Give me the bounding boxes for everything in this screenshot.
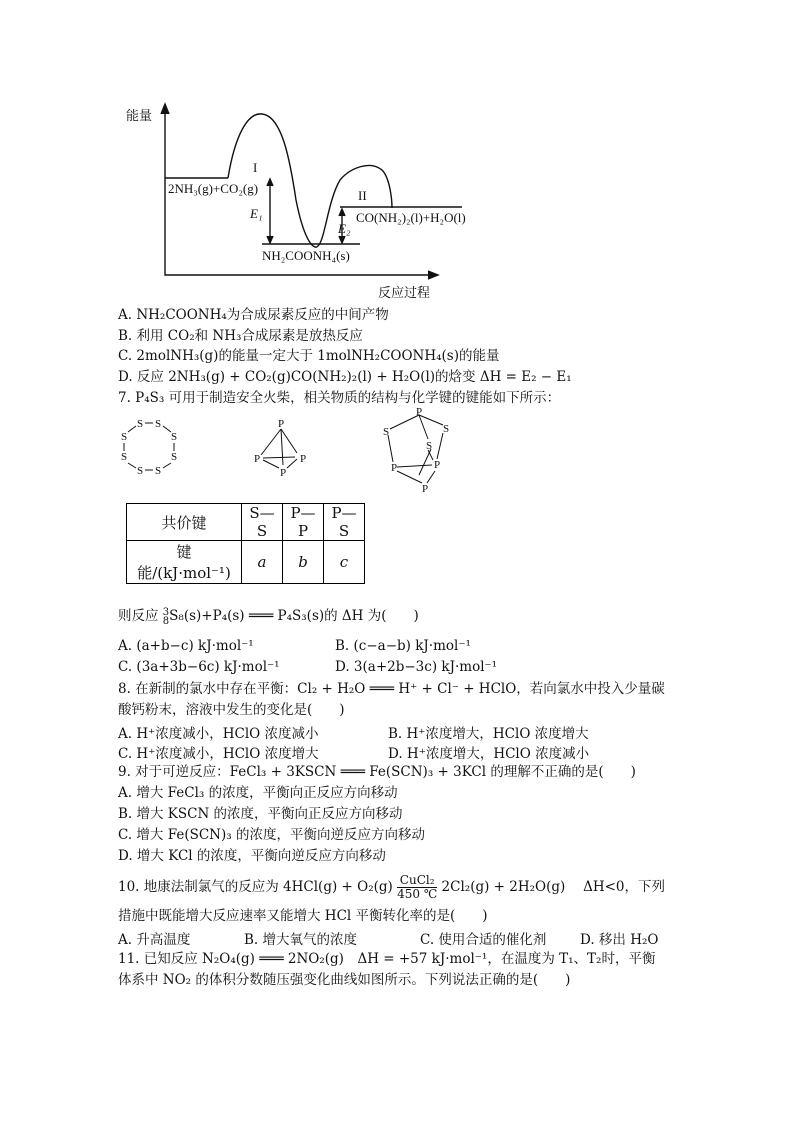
reactant-label: 2NH₃(g)+CO₂(g) xyxy=(168,181,259,196)
peak1-label: I xyxy=(253,160,258,175)
q10-option-d: D. 移出 H₂O xyxy=(580,932,659,948)
svg-text:S: S xyxy=(136,465,144,477)
svg-text:S: S xyxy=(120,451,128,463)
e2-label: E₂ xyxy=(338,221,351,236)
q10-option-a: A. 升高温度 xyxy=(118,932,191,948)
q10-stem-line1 xyxy=(118,874,665,901)
table-cell: c xyxy=(324,541,365,584)
q11-stem-line1: 11. 已知反应 N₂O₄(g) ═══ 2NO₂(g) ΔH = +57 kJ·mol⁻¹，在温度为 T₁、T₂时，平衡 xyxy=(118,951,656,967)
table-header-cell: 共价键 xyxy=(127,504,242,541)
svg-text:P: P xyxy=(433,459,441,471)
energy-diagram xyxy=(110,100,490,305)
svg-text:S: S xyxy=(154,418,162,430)
svg-text:S: S xyxy=(382,426,390,438)
q10-option-b: B. 增大氧气的浓度 xyxy=(244,932,358,948)
table-header-cell: S—S xyxy=(242,504,283,541)
q8-option-b: B. H⁺浓度增大，HClO 浓度增大 xyxy=(388,726,589,742)
q10-stem-post: 2Cl₂(g) + 2H₂O(g) ΔH<0，下列 xyxy=(441,879,665,895)
q8-stem-line1: 8. 在新制的氯水中存在平衡：Cl₂ + H₂O ═══ H⁺ + Cl⁻ + HClO，若向氯水中投入少量碳 xyxy=(118,681,665,697)
table-cell: a xyxy=(242,541,283,584)
q7-option-c: C. (3a+3b−6c) kJ·mol⁻¹ xyxy=(118,659,280,675)
svg-text:S: S xyxy=(136,418,144,430)
table-cell: b xyxy=(283,541,324,584)
q6-option-d: D. 反应 2NH₃(g) + CO₂(g)CO(NH₂)₂(l) + H₂O(l)的焓变 ΔH = E₂ − E₁ xyxy=(118,369,572,385)
q7-question-prefix: 则反应 xyxy=(118,608,163,624)
intermediate-label: NH₂COONH₄(s) xyxy=(262,248,350,263)
table-header-cell: P—S xyxy=(324,504,365,541)
q9-stem: 9. 对于可逆反应：FeCl₃ + 3KSCN ═══ Fe(SCN)₃ + 3KCl 的理解不正确的是( ) xyxy=(118,764,636,780)
q9-option-d: D. 增大 KCl 的浓度，平衡向逆反应方向移动 xyxy=(118,848,386,864)
q8-option-c: C. H⁺浓度减小，HClO 浓度增大 xyxy=(118,746,319,762)
q7-option-b: B. (c−a−b) kJ·mol⁻¹ xyxy=(335,638,471,654)
bond-energy-table xyxy=(126,503,365,584)
q8-stem-line2: 酸钙粉末，溶液中发生的变化是( ) xyxy=(118,702,345,718)
svg-text:S: S xyxy=(154,465,162,477)
svg-text:S: S xyxy=(170,451,178,463)
svg-text:P: P xyxy=(253,453,261,465)
q7-coefficient: 3 8 xyxy=(162,606,170,627)
svg-text:P: P xyxy=(415,406,423,418)
table-header-cell: P—P xyxy=(283,504,324,541)
product-label: CO(NH₂)₂(l)+H₂O(l) xyxy=(356,210,466,225)
e1-label: E₁ xyxy=(250,206,263,221)
svg-text:P: P xyxy=(390,462,398,474)
svg-text:S: S xyxy=(425,440,433,452)
q10-reaction-condition: CuCl₂ 450 ℃ xyxy=(397,873,438,901)
svg-text:S: S xyxy=(442,423,450,435)
svg-text:P: P xyxy=(277,418,285,430)
q8-option-a: A. H⁺浓度减小，HClO 浓度减小 xyxy=(118,726,319,742)
q10-stem-line2: 措施中既能增大反应速率又能增大 HCl 平衡转化率的是( ) xyxy=(118,908,488,924)
q7-question-suffix: S₈(s)+P₄(s) ═══ P₄S₃(s)的 ΔH 为( ) xyxy=(169,608,419,624)
q10-option-c: C. 使用合适的催化剂 xyxy=(420,932,547,948)
svg-text:P: P xyxy=(299,453,307,465)
q7-option-a: A. (a+b−c) kJ·mol⁻¹ xyxy=(118,638,254,654)
q7-option-d: D. 3(a+2b−3c) kJ·mol⁻¹ xyxy=(335,659,498,675)
q10-stem-pre: 10. 地康法制氯气的反应为 4HCl(g) + O₂(g) xyxy=(118,879,393,895)
svg-text:S: S xyxy=(120,431,128,443)
q9-option-b: B. 增大 KSCN 的浓度，平衡向正反应方向移动 xyxy=(118,806,403,822)
table-row xyxy=(127,541,365,584)
p4s3-structure xyxy=(375,405,465,495)
svg-text:P: P xyxy=(279,467,287,479)
x-axis-arrow xyxy=(428,271,438,279)
peak2-label: II xyxy=(358,188,367,203)
y-axis-arrow xyxy=(161,104,169,114)
svg-text:S: S xyxy=(170,431,178,443)
q7-question xyxy=(118,606,419,626)
q9-option-a: A. 增大 FeCl₃ 的浓度，平衡向正反应方向移动 xyxy=(118,785,398,801)
table-row-label: 键能/(kJ·mol⁻¹) xyxy=(127,541,242,584)
y-axis-label: 能量 xyxy=(126,109,153,124)
q9-option-c: C. 增大 Fe(SCN)₃ 的浓度，平衡向逆反应方向移动 xyxy=(118,827,425,843)
q6-option-a: A. NH₂COONH₄为合成尿素反应的中间产物 xyxy=(118,307,389,323)
svg-text:P: P xyxy=(421,483,429,495)
table-row xyxy=(127,504,365,541)
x-axis-label: 反应过程 xyxy=(378,286,431,301)
q7-stem: 7. P₄S₃ 可用于制造安全火柴，相关物质的结构与化学键的键能如下所示： xyxy=(118,390,561,406)
q11-stem-line2: 体系中 NO₂ 的体积分数随压强变化曲线如图所示。下列说法正确的是( ) xyxy=(118,972,571,988)
p4-structure xyxy=(245,415,315,480)
q6-option-b: B. 利用 CO₂和 NH₃合成尿素是放热反应 xyxy=(118,328,363,344)
q8-option-d: D. H⁺浓度增大，HClO 浓度减小 xyxy=(388,746,590,762)
s8-structure xyxy=(110,412,190,482)
q6-option-c: C. 2molNH₃(g)的能量一定大于 1molNH₂COONH₄(s)的能量 xyxy=(118,348,500,364)
